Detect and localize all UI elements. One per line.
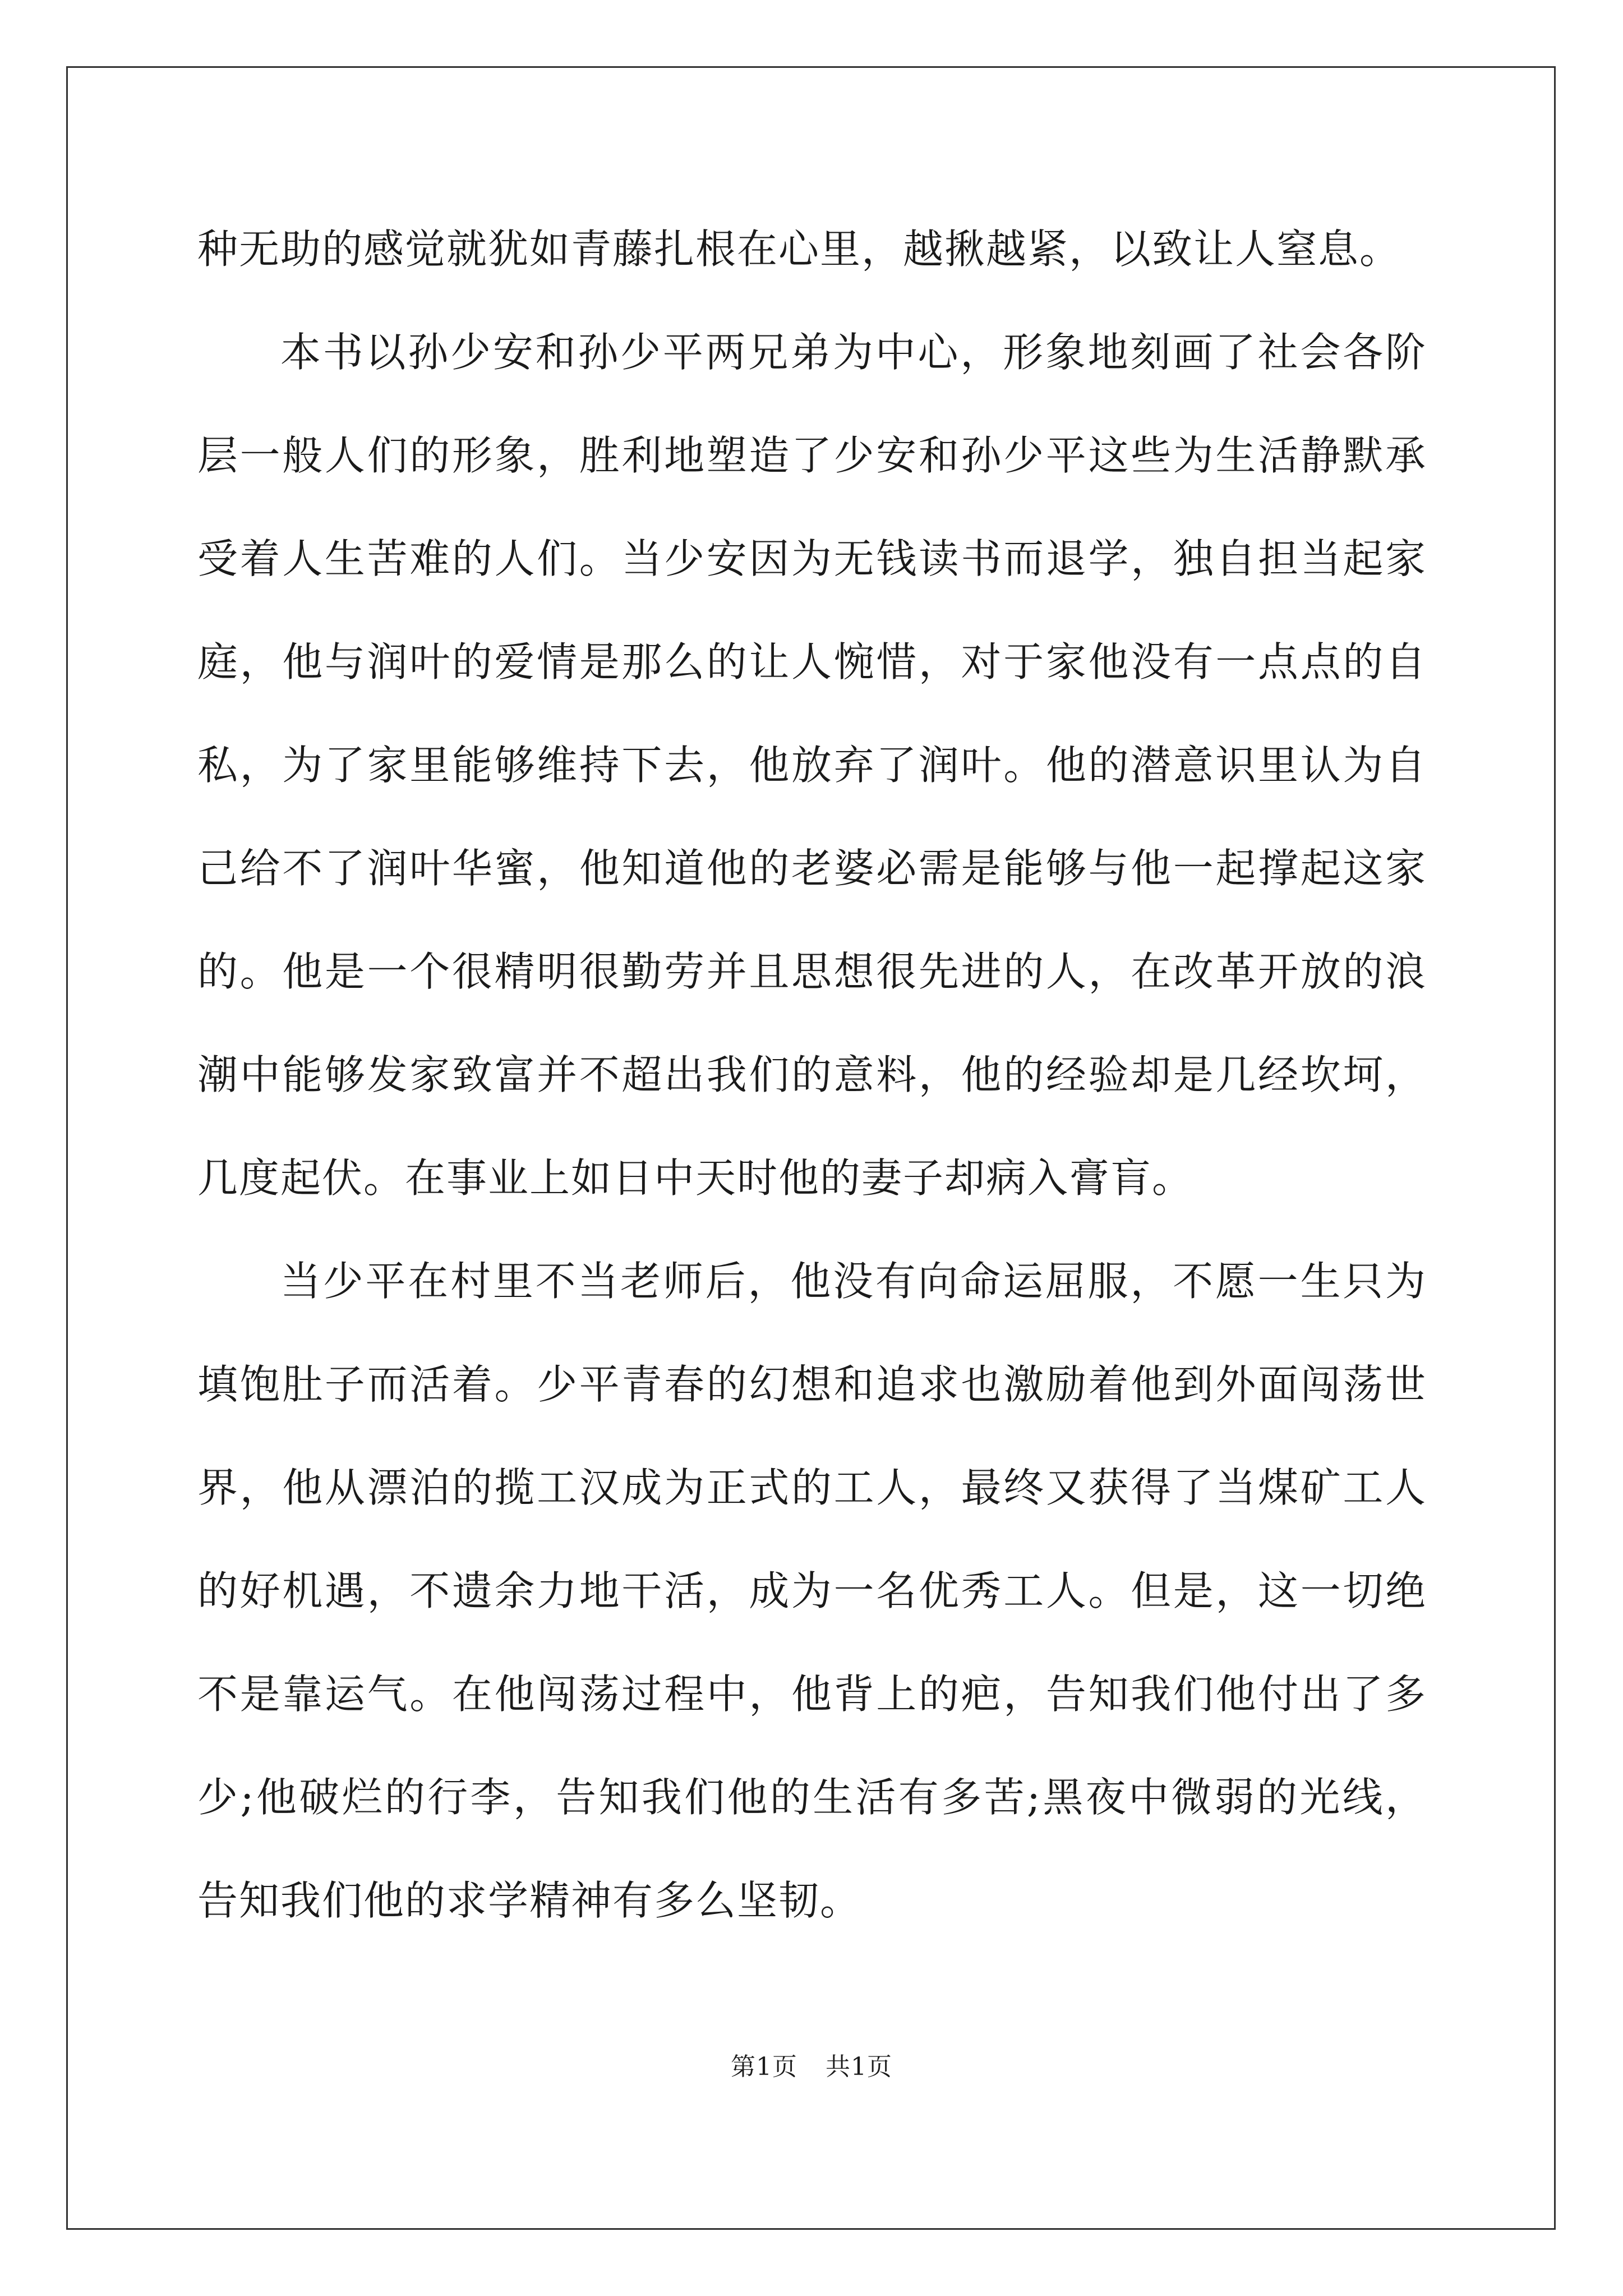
paragraph-2: 本书以孙少安和孙少平两兄弟为中心，形象地刻画了社会各阶层一般人们的形象，胜利地塑造了少安和孙少平这些为生活静默承受着人生苦难的人们。当少安因为无钱读书而退学，独自担当起家庭，他与润叶的爱情是那么的让人惋惜，对于家他没有一点点的自私，为了家里能够维持下去，他放弃了润叶。他的潜意识里认为自己给不了润叶华蜜，他知道他的老婆必需是能够与他一起撑起这家的。他是一个很精明很勤劳并且思想很先进的人，在改革开放的浪潮中能够发家致富并不超出我们的意料，他的经验却是几经坎坷，几度起伏。在事业上如日中天时他的妻子却病入膏肓。 bbox=[197, 329, 1427, 1202]
paragraph-3: 当少平在村里不当老师后，他没有向命运屈服，不愿一生只为填饱肚子而活着。少平青春的幻想和追求也激励着他到外面闯荡世界，他从漂泊的揽工汉成为正式的工人，最终又获得了当煤矿工人的好机遇，不遗余力地干活，成为一名优秀工人。但是，这一切绝不是靠运气。在他闯荡过程中，他背上的疤，告知我们他付出了多少;他破烂的行李，告知我们他的生活有多苦;黑夜中微弱的光线，告知我们他的求学精神有多么坚韧。 bbox=[197, 1258, 1427, 1924]
page-number-current: 第1页 bbox=[731, 2053, 797, 2081]
page-number-total: 共1页 bbox=[826, 2053, 892, 2081]
page-footer bbox=[0, 2050, 1623, 2084]
paragraph-1: 种无助的感觉就犹如青藤扎根在心里，越揪越紧，以致让人窒息。 bbox=[197, 226, 1401, 273]
document-body bbox=[197, 197, 1427, 1952]
